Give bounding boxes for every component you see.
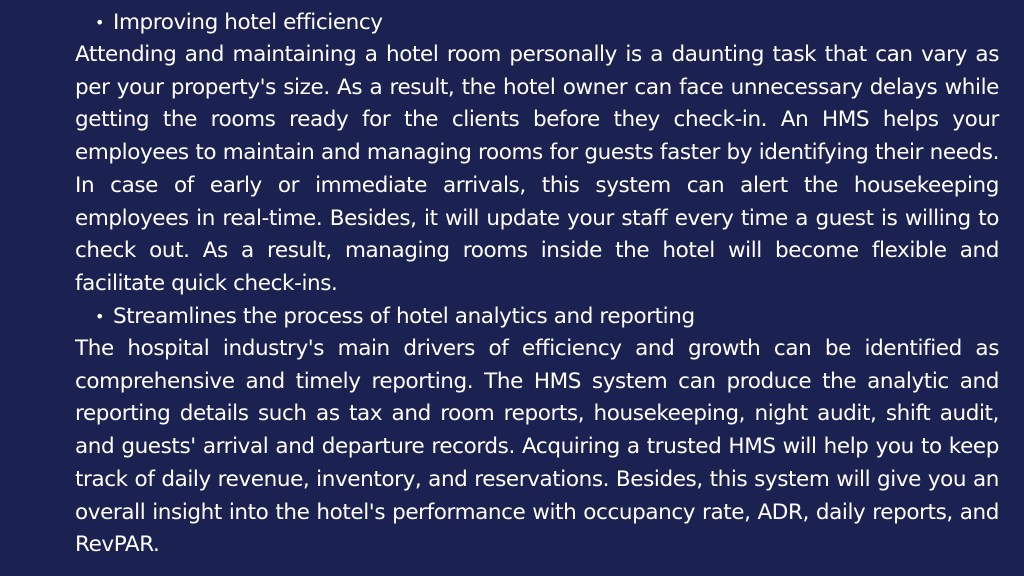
section-hotel-efficiency (75, 6, 999, 301)
bullet-heading (75, 300, 999, 333)
section-heading: Improving hotel efficiency (113, 10, 383, 35)
section-heading: Streamlines the process of hotel analytics and reporting (113, 304, 695, 329)
bullet-heading (75, 6, 999, 39)
bullet-dot-icon: • (95, 307, 105, 326)
section-body: Attending and maintaining a hotel room personally is a daunting task that can vary as per your property's size. As a result, the hotel owner can face unnecessary delays while getting the rooms ready for the clients before they check-in. An HMS helps your employees to maintain and managing rooms for guests faster by identifying their needs. In case of early or immediate arrivals, this system can alert the housekeeping employees in real-time. Besides, it will update your staff every time a guest is willing to check out. As a result, managing rooms inside the hotel will become flexible and facilitate quick check-ins. (75, 42, 999, 296)
bullet-dot-icon: • (95, 13, 105, 32)
section-body: The hospital industry's main drivers of efficiency and growth can be identified as comprehensive and timely reporting. The HMS system can produce the analytic and reporting details such as tax and room reports, housekeeping, night audit, shift audit, and guests' arrival and departure records. Acquiring a trusted HMS will help you to keep track of daily revenue, inventory, and reservations. Besides, this system will give you an overall insight into the hotel's performance with occupancy rate, ADR, daily reports, and RevPAR. (75, 336, 999, 558)
section-analytics-reporting (75, 300, 999, 562)
